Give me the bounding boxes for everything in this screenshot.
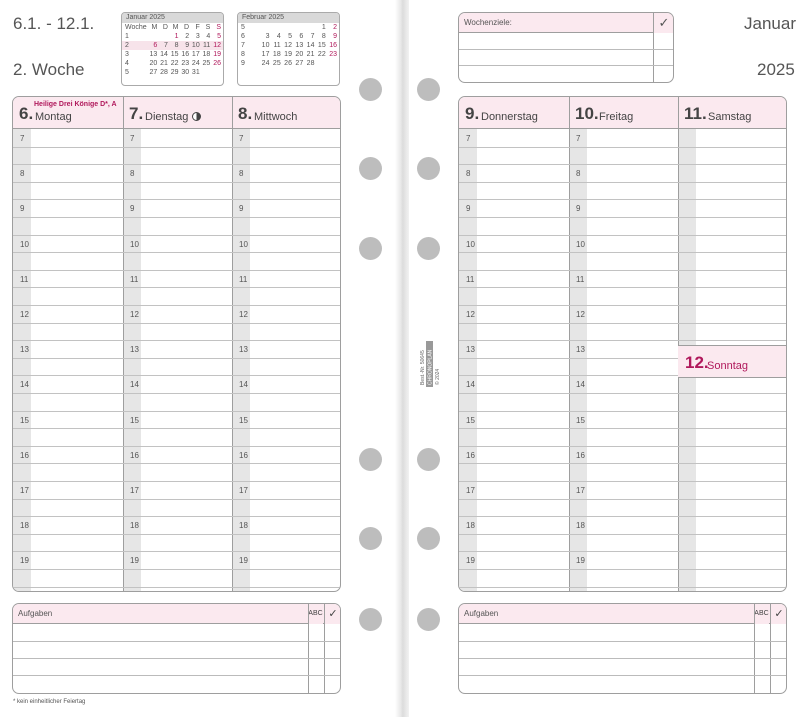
hour-label: 11 xyxy=(576,274,585,284)
mini-calendar-day: 24 xyxy=(191,60,200,67)
hour-label: 11 xyxy=(239,274,248,284)
mini-calendar-day: 17 xyxy=(191,51,200,58)
mini-calendar-day: 1 xyxy=(321,24,326,31)
mini-calendar-day xyxy=(159,32,170,41)
weekly-goals-label: Wochenziele: xyxy=(459,13,654,33)
hour-label: 7 xyxy=(130,134,135,143)
mini-calendar-day: 2 xyxy=(333,24,337,31)
punch-hole xyxy=(359,237,382,260)
mini-calendar-day: 8 xyxy=(321,33,326,40)
hour-label: 10 xyxy=(239,239,248,249)
hour-label: 17 xyxy=(466,486,475,495)
grid-line xyxy=(13,147,341,148)
grid-line xyxy=(459,252,787,253)
day-header xyxy=(678,97,787,129)
month-name: Januar xyxy=(744,14,796,33)
task-line xyxy=(13,641,341,642)
mini-calendar-day: 12 xyxy=(284,42,292,49)
tasks-box-left xyxy=(12,603,341,694)
tasks-label: Aufgaben xyxy=(13,604,341,624)
mini-calendar-day: 23 xyxy=(329,51,337,58)
hour-label: 7 xyxy=(466,134,471,143)
hour-label: 9 xyxy=(576,204,581,214)
grid-line xyxy=(13,358,341,359)
mini-calendar-day: 26 xyxy=(284,60,292,67)
mini-calendar-day: 28 xyxy=(160,69,168,76)
mini-calendar-day: 22 xyxy=(317,51,326,58)
punch-hole xyxy=(417,237,440,260)
task-line xyxy=(459,641,787,642)
grid-line xyxy=(459,340,787,341)
hour-label: 19 xyxy=(576,556,585,566)
hour-label: 8 xyxy=(239,169,244,179)
mini-calendar-week: 1 xyxy=(125,33,129,40)
mini-calendar-head: D xyxy=(184,24,190,31)
mini-calendar-head: S xyxy=(216,24,221,31)
grid-line xyxy=(13,305,341,306)
hour-label: 7 xyxy=(20,134,25,143)
hour-label: 15 xyxy=(466,415,475,425)
check-column xyxy=(770,604,771,693)
mini-calendar-day: 4 xyxy=(276,33,281,40)
day-header xyxy=(569,97,679,129)
hour-label: 19 xyxy=(466,556,475,566)
grid-line xyxy=(459,235,787,236)
day-number: 6. xyxy=(19,104,34,123)
punch-hole xyxy=(359,157,382,180)
date-range: 6.1. - 12.1. xyxy=(13,14,95,33)
punch-hole xyxy=(417,608,440,631)
grid-line xyxy=(13,287,341,288)
hour-label: 16 xyxy=(20,450,29,460)
mini-calendar-head: M xyxy=(151,24,158,31)
hour-label: 14 xyxy=(20,380,29,390)
grid-line xyxy=(13,516,341,517)
abc-priority-icon: ABC xyxy=(308,604,323,624)
hour-label: 10 xyxy=(576,239,585,249)
mini-calendar-january xyxy=(121,12,224,86)
hour-label: 14 xyxy=(576,380,585,390)
mini-calendar-week: 9 xyxy=(241,60,245,67)
priority-column xyxy=(754,604,755,693)
hour-label: 9 xyxy=(20,204,25,214)
grid-line xyxy=(13,463,341,464)
grid-line xyxy=(13,499,341,500)
hour-label: 10 xyxy=(466,239,475,249)
task-line xyxy=(13,675,341,676)
order-number: Best.-Nr. 50645 xyxy=(420,350,426,385)
grid-line xyxy=(13,164,341,165)
mini-calendar-day: 14 xyxy=(160,51,168,58)
mini-calendar-head: Woche xyxy=(125,24,147,31)
mini-calendar-day: 26 xyxy=(213,60,221,67)
hour-label: 12 xyxy=(239,310,248,319)
mini-calendar-day: 5 xyxy=(288,33,292,40)
mini-calendar-day: 30 xyxy=(181,69,190,76)
grid-line xyxy=(459,164,787,165)
hour-label: 16 xyxy=(239,450,248,460)
punch-hole xyxy=(417,157,440,180)
left-day-grid xyxy=(12,96,341,592)
mini-calendar-day: 20 xyxy=(295,51,304,58)
priority-column xyxy=(308,604,309,693)
copyright: © 2024 xyxy=(435,368,441,385)
punch-hole xyxy=(359,608,382,631)
grid-line xyxy=(13,551,341,552)
mini-calendar-head: M xyxy=(172,24,179,31)
day-name: Donnerstag xyxy=(481,111,538,123)
grid-line xyxy=(459,199,787,200)
grid-line xyxy=(459,446,787,447)
mini-calendar-day: 6 xyxy=(299,33,304,40)
abc-priority-icon: ABC xyxy=(754,604,769,624)
grid-line xyxy=(13,270,341,271)
binder-spine xyxy=(395,0,409,717)
day-number: 7. xyxy=(129,104,144,123)
mini-calendar-day: 7 xyxy=(159,41,170,50)
mini-calendar-february xyxy=(237,12,340,86)
grid-line xyxy=(459,287,787,288)
mini-calendar-head: D xyxy=(162,24,168,31)
grid-line xyxy=(459,551,787,552)
tasks-box-right xyxy=(458,603,787,694)
day-name: Samstag xyxy=(708,111,752,123)
mini-calendar-week: 4 xyxy=(125,60,129,67)
day-name: Sonntag xyxy=(707,360,748,372)
mini-calendar-day: 9 xyxy=(333,33,337,40)
mini-calendar-day: 22 xyxy=(170,60,179,67)
grid-line xyxy=(459,217,787,218)
week-number: 2. Woche xyxy=(13,60,85,79)
mini-calendar-day: 1 xyxy=(174,33,179,40)
day-name: Mittwoch xyxy=(254,111,298,123)
mini-calendar-week: 5 xyxy=(125,69,129,76)
mini-calendar-day: 20 xyxy=(149,60,158,67)
check-icon: ✓ xyxy=(770,604,787,624)
day-header xyxy=(232,97,341,129)
mini-calendar-day xyxy=(271,23,282,32)
hour-label: 8 xyxy=(20,169,25,179)
mini-calendar-day: 18 xyxy=(272,51,281,58)
hour-label: 13 xyxy=(239,345,248,355)
hour-label: 18 xyxy=(20,521,29,531)
mini-calendar-day: 3 xyxy=(195,33,200,40)
mini-calendar-day xyxy=(149,32,160,41)
grid-line xyxy=(459,587,787,588)
grid-line xyxy=(459,463,787,464)
hour-label: 9 xyxy=(239,204,244,214)
grid-line xyxy=(459,516,787,517)
mini-calendar-day: 13 xyxy=(295,42,304,49)
day-number: 9. xyxy=(465,104,480,123)
hour-label: 10 xyxy=(20,239,29,249)
mini-calendar-day: 15 xyxy=(317,42,326,49)
mini-calendar-head: S xyxy=(205,24,211,31)
year: 2025 xyxy=(757,60,795,79)
mini-calendar-day: 29 xyxy=(170,69,179,76)
hour-label: 16 xyxy=(576,450,585,460)
mini-calendar-day: 21 xyxy=(160,60,168,67)
grid-line xyxy=(459,428,787,429)
goals-line xyxy=(459,49,674,50)
mini-calendar-week: 6 xyxy=(241,33,245,40)
mini-calendar-day xyxy=(260,23,271,32)
mini-calendar-day: 24 xyxy=(261,60,270,67)
grid-line xyxy=(13,534,341,535)
grid-line xyxy=(13,393,341,394)
grid-line xyxy=(13,340,341,341)
grid-line xyxy=(13,252,341,253)
mini-calendar-day: 6 xyxy=(149,41,160,50)
day-header xyxy=(123,97,233,129)
hour-label: 13 xyxy=(130,345,139,355)
day-number: 8. xyxy=(238,104,253,123)
mini-calendar-day xyxy=(202,68,213,77)
mini-calendar-day: 16 xyxy=(329,42,337,49)
hour-label: 8 xyxy=(576,169,581,179)
hour-label: 15 xyxy=(239,415,248,425)
day-number: 10. xyxy=(575,104,599,123)
footnote: * kein einheitlicher Feiertag xyxy=(13,699,86,705)
hour-label: 15 xyxy=(20,415,29,425)
grid-line xyxy=(459,481,787,482)
hour-label: 13 xyxy=(466,345,475,355)
mini-calendar-day: 19 xyxy=(284,51,292,58)
punch-hole xyxy=(417,527,440,550)
hour-label: 13 xyxy=(20,345,29,355)
hour-label: 10 xyxy=(130,239,139,249)
grid-line xyxy=(459,499,787,500)
grid-line xyxy=(13,481,341,482)
hour-label: 8 xyxy=(130,169,135,179)
punch-hole xyxy=(417,78,440,101)
day-number: 11. xyxy=(684,104,707,123)
day-header xyxy=(459,97,569,129)
mini-calendar-week: 8 xyxy=(241,51,245,58)
mini-calendar-day: 11 xyxy=(203,42,211,49)
grid-line xyxy=(459,147,787,148)
hour-label: 18 xyxy=(130,521,139,531)
hour-label: 14 xyxy=(239,380,248,390)
grid-line xyxy=(13,569,341,570)
grid-line xyxy=(459,569,787,570)
imprint-svg xyxy=(419,328,449,388)
hour-label: 12 xyxy=(20,310,29,319)
mini-calendar-day: 19 xyxy=(213,51,221,58)
mini-calendar-day xyxy=(316,59,327,68)
hour-label: 16 xyxy=(130,450,139,460)
hour-label: 9 xyxy=(466,204,471,214)
mini-calendar-day: 8 xyxy=(170,41,181,50)
mini-calendar-title: Januar 2025 xyxy=(122,13,223,23)
goals-line xyxy=(459,65,674,66)
mini-calendar-day: 10 xyxy=(261,42,270,49)
hour-label: 14 xyxy=(466,380,475,390)
grid-line xyxy=(459,305,787,306)
grid-line xyxy=(13,235,341,236)
hour-label: 12 xyxy=(130,310,139,319)
hour-label: 7 xyxy=(239,134,244,143)
mini-calendar-day: 11 xyxy=(273,42,281,49)
hour-label: 13 xyxy=(576,345,585,355)
hour-label: 19 xyxy=(239,556,248,566)
mini-calendar-day: 31 xyxy=(191,69,200,76)
mini-calendar-day xyxy=(294,23,305,32)
hour-label: 8 xyxy=(466,169,471,179)
grid-line xyxy=(13,323,341,324)
punch-hole xyxy=(417,448,440,471)
grid-line xyxy=(13,217,341,218)
grid-line xyxy=(13,446,341,447)
hour-label: 9 xyxy=(130,204,135,214)
mini-calendar-day: 14 xyxy=(306,42,315,49)
grid-line xyxy=(459,270,787,271)
mini-calendar-day: 17 xyxy=(261,51,270,58)
mini-calendar-day: 9 xyxy=(181,41,192,50)
hour-label: 12 xyxy=(466,310,475,319)
mini-calendar-day: 27 xyxy=(295,60,304,67)
mini-calendar-day xyxy=(212,68,223,77)
mini-calendar-title: Februar 2025 xyxy=(238,13,339,23)
mini-calendar-day: 5 xyxy=(217,33,221,40)
mini-calendar-week: 5 xyxy=(241,24,245,31)
weekly-goals-box xyxy=(458,12,674,83)
right-day-grid xyxy=(458,96,787,592)
grid-line xyxy=(13,411,341,412)
grid-line xyxy=(13,199,341,200)
hour-label: 11 xyxy=(20,274,29,284)
punch-hole xyxy=(359,527,382,550)
grid-line xyxy=(459,534,787,535)
holiday-name: Heilige Drei Könige D*, A xyxy=(34,101,117,108)
mini-calendar-day xyxy=(328,59,339,68)
punch-hole xyxy=(359,78,382,101)
hour-label: 19 xyxy=(130,556,139,566)
day-name: Montag xyxy=(35,111,72,123)
mini-calendar-day: 15 xyxy=(170,51,179,58)
mini-calendar-day: 10 xyxy=(191,42,200,49)
day-name: Freitag xyxy=(599,111,634,123)
grid-line xyxy=(459,323,787,324)
hour-label: 12 xyxy=(576,310,585,319)
grid-line xyxy=(13,375,341,376)
hour-label: 17 xyxy=(20,486,29,495)
mini-calendar-day: 27 xyxy=(149,69,158,76)
mini-calendar-day: 25 xyxy=(202,60,211,67)
grid-line xyxy=(13,587,341,588)
hour-label: 19 xyxy=(20,556,29,566)
hour-label: 14 xyxy=(130,380,139,390)
mini-calendar-day xyxy=(305,23,316,32)
mini-calendar-day: 25 xyxy=(272,60,281,67)
hour-label: 11 xyxy=(130,274,139,284)
mini-calendar-week: 2 xyxy=(122,41,149,50)
task-line xyxy=(459,658,787,659)
hour-label: 17 xyxy=(130,486,139,495)
hour-label: 15 xyxy=(576,415,585,425)
task-line xyxy=(13,658,341,659)
hour-label: 18 xyxy=(466,521,475,531)
mini-calendar-day: 3 xyxy=(265,33,270,40)
tasks-label: Aufgaben xyxy=(459,604,787,624)
mini-calendar-day: 12 xyxy=(213,42,221,49)
check-icon: ✓ xyxy=(324,604,341,624)
day-header xyxy=(13,97,123,129)
mini-calendar-day: 16 xyxy=(181,51,190,58)
first-quarter-moon-icon xyxy=(192,112,201,121)
brand-name: CHRONOPLAN xyxy=(427,349,434,385)
grid-line xyxy=(13,182,341,183)
hour-label: 18 xyxy=(239,521,248,531)
mini-calendar-day: 18 xyxy=(202,51,211,58)
mini-calendar-day: 7 xyxy=(310,33,315,40)
check-icon: ✓ xyxy=(653,13,674,33)
day-number: 12. xyxy=(685,353,709,372)
check-column xyxy=(324,604,325,693)
mini-calendar-week: 3 xyxy=(125,51,129,58)
hour-label: 17 xyxy=(576,486,585,495)
mini-calendar-week: 7 xyxy=(241,42,245,49)
mini-calendar-day: 13 xyxy=(149,51,158,58)
hour-label: 18 xyxy=(576,521,585,531)
grid-line xyxy=(13,428,341,429)
mini-calendar-day: 21 xyxy=(306,51,315,58)
sunday-header xyxy=(678,345,787,378)
task-line xyxy=(459,675,787,676)
mini-calendar-day: 2 xyxy=(185,33,190,40)
grid-line xyxy=(459,411,787,412)
mini-calendar-day: 4 xyxy=(206,33,211,40)
mini-calendar-day xyxy=(283,23,294,32)
goals-check-column xyxy=(653,33,674,82)
grid-line xyxy=(459,393,787,394)
hour-label: 11 xyxy=(466,274,475,284)
day-name: Dienstag xyxy=(145,111,201,123)
hour-label: 7 xyxy=(576,134,581,143)
mini-calendar-head: F xyxy=(195,24,200,31)
imprint xyxy=(419,328,439,388)
hour-label: 15 xyxy=(130,415,139,425)
mini-calendar-day: 23 xyxy=(181,60,190,67)
hour-label: 16 xyxy=(466,450,475,460)
grid-line xyxy=(459,182,787,183)
punch-hole xyxy=(359,448,382,471)
mini-calendar-day: 28 xyxy=(306,60,315,67)
hour-label: 17 xyxy=(239,486,248,495)
